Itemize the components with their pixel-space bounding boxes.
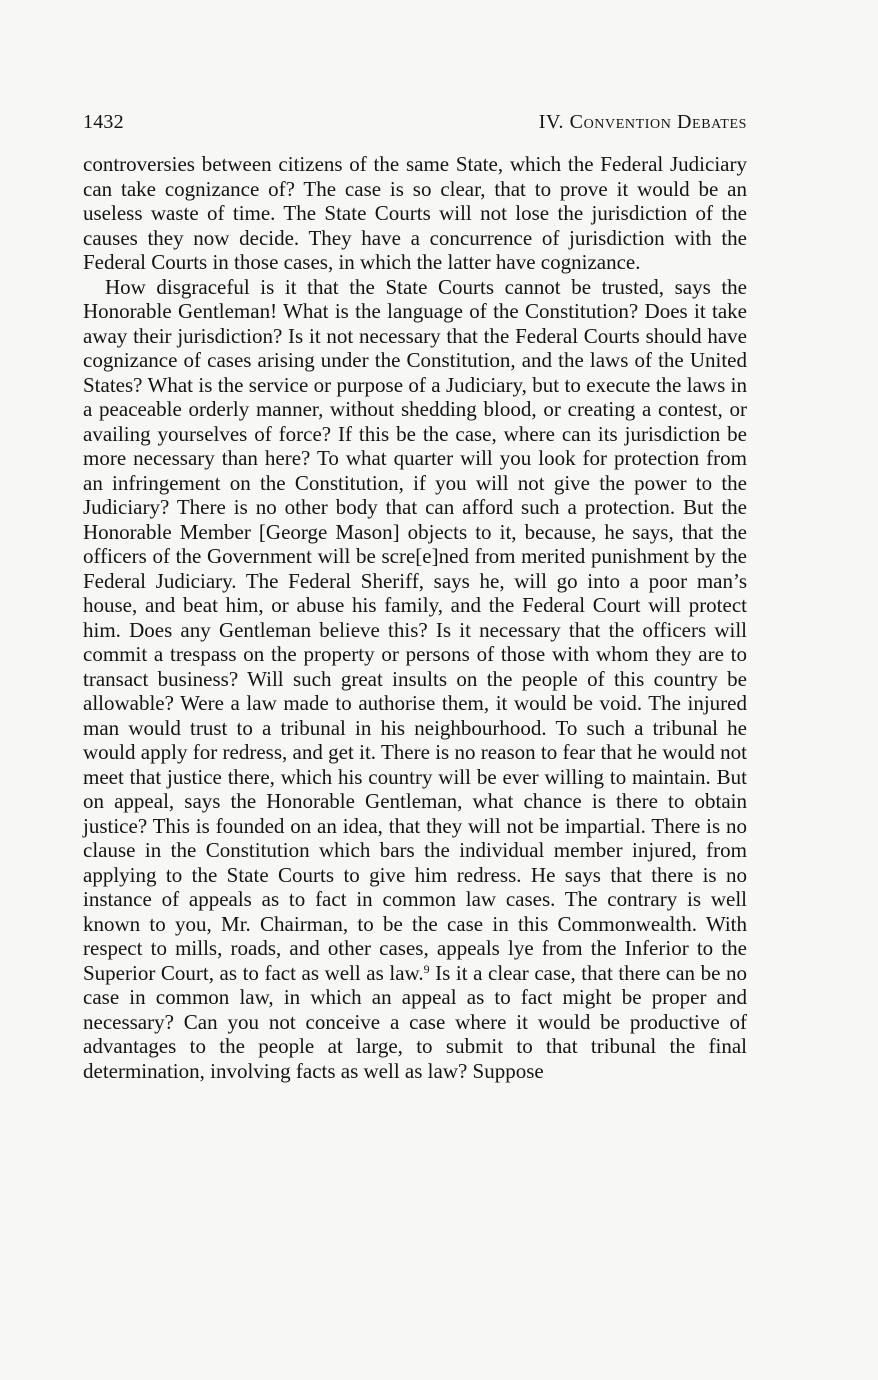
page-number: 1432 (83, 111, 124, 133)
running-header (83, 108, 747, 152)
footnote-reference: 9 (423, 961, 430, 976)
paragraph-main (83, 275, 747, 1084)
paragraph-continuation: controversies between citizens of the same State, which the Federal Judiciary can take cognizance of? The case is so clear, that to prove it would be an useless waste of time. The State Courts will not lose the jurisdiction of the causes they now decide. They have a concurrence of jurisdiction with the Federal Courts in those cases, in which the latter have cognizance. (83, 152, 747, 274)
running-title: IV. Convention Debates (538, 111, 747, 133)
body-text (83, 152, 747, 1083)
paragraph-text-part-1: How disgraceful is it that the State Courts cannot be trusted, says the Honorable Gentleman! What is the language of the Constitution? Does it take away their jurisdiction? Is it not necessary that the Federal Courts should have cognizance of cases arising under the Constitution, and the laws of the United States? What is the service or purpose of a Judiciary, but to execute the laws in a peaceable orderly manner, without shedding blood, or creating a contest, or availing yourselves of force? If this be the case, where can its jurisdiction be more necessary than here? To what quarter will you look for protection from an infringement on the Constitution, if you will not give the power to the Judiciary? There is no other body that can afford such a protection. But the Honorable Member [George Mason] objects to it, because, he says, that the officers of the Government will be scre[e]ned from merited punishment by the Federal Judiciary. The Federal Sheriff, says he, will go into a poor man’s house, and beat him, or abuse his family, and the Federal Court will protect him. Does any Gentleman believe this? Is it necessary that the officers will commit a trespass on the property or persons of those with whom they are to transact business? Will such great insults on the people of this country be allowable? Were a law made to authorise them, it would be void. The injured man would trust to a tribunal in his neighbourhood. To such a tribunal he would apply for redress, and get it. There is no reason to fear that he would not meet that justice there, which his country will be ever willing to maintain. But on appeal, says the Honorable Gentleman, what chance is there to obtain justice? This is founded on an idea, that they will not be impartial. There is no clause in the Constitution which bars the individual member injured, from applying to the State Courts to give him redress. He says that there is no instance of appeals as to fact in common law cases. The contrary is well known to you, Mr. Chairman, to be the case in this Commonwealth. With respect to mills, roads, and other cases, appeals lye from the Inferior to the Superior Court, as to fact as well as law. (83, 274, 747, 985)
document-page (83, 108, 747, 1083)
paragraph-text-part-2: Is it a clear case, that there can be no case in common law, in which an appeal as to fact might be proper and necessary? Can you not conceive a case where it would be productive of advantages to the people at large, to submit to that tribunal the final determination, involving facts as well as law? Suppose (83, 960, 747, 1083)
